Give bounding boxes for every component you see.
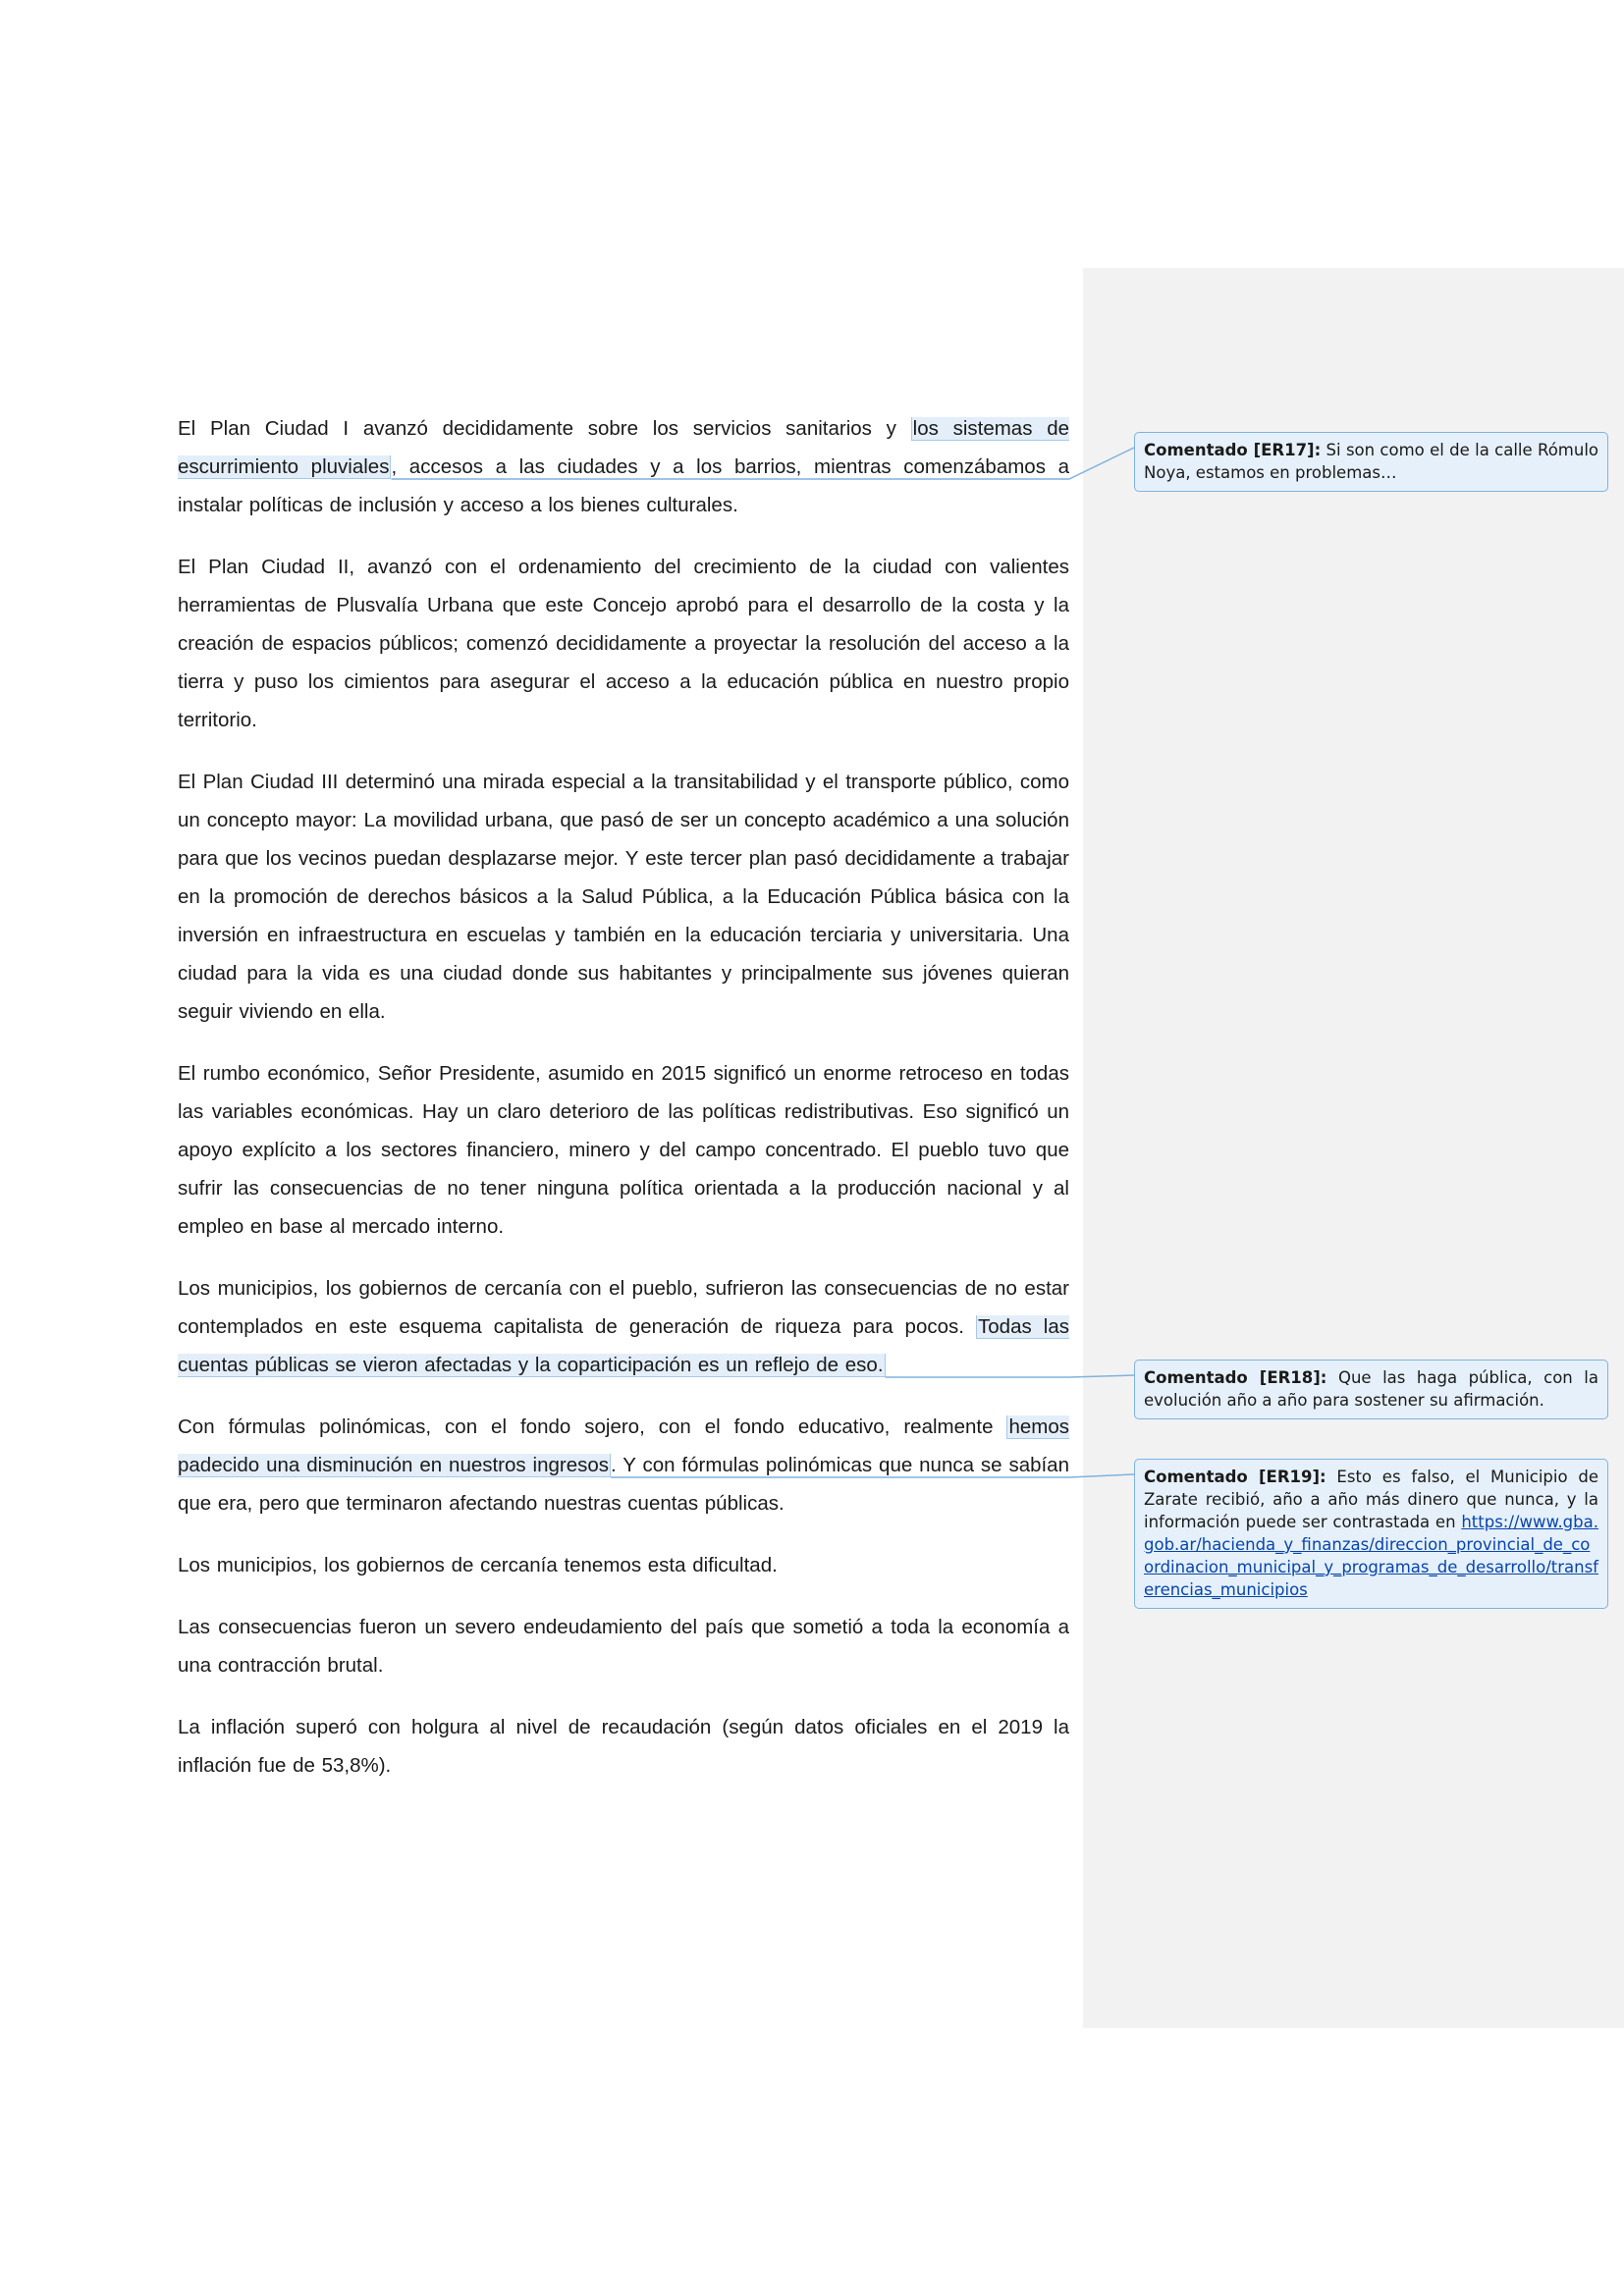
comment-pane	[1083, 268, 1624, 2028]
comment-anchor-er18[interactable]: Todas las cuentas públicas se vieron afectadas y la coparticipación es un reflejo de eso.	[178, 1315, 1069, 1376]
paragraph-9: La inflación superó con holgura al nivel de recaudación (según datos oficiales en el 2019 la inflación fue de 53,8%).	[178, 1716, 1069, 1777]
paragraph-2: El Plan Ciudad II, avanzó con el ordenamiento del crecimiento de la ciudad con valientes herramientas de Plusvalía Urbana que este Concejo aprobó para el desarrollo de la costa y la creación de espacios públicos; comenzó decididamente a proyectar la resolución del acceso a la tierra y puso los cimientos para asegurar el acceso a la educación pública en nuestro propio territorio.	[178, 556, 1069, 731]
paragraph-7: Los municipios, los gobiernos de cercanía tenemos esta dificultad.	[178, 1554, 778, 1576]
comment-tag: Comentado [ER18]:	[1144, 1368, 1327, 1387]
paragraph-5-text-before: Los municipios, los gobiernos de cercanía con el pueblo, sufrieron las consecuencias de no estar contemplados en este esquema capitalista de generación de riqueza para pocos.	[178, 1277, 1069, 1338]
comment-anchor-er19[interactable]: hemos padecido una disminución en nuestros ingresos	[178, 1415, 1069, 1476]
paragraph-1	[178, 409, 1069, 524]
comment-anchor-er17[interactable]: los sistemas de escurrimiento pluviales	[178, 417, 1069, 478]
paragraph-1-text-before: El Plan Ciudad I avanzó decididamente sobre los servicios sanitarios y	[178, 417, 911, 440]
comment-balloon-er19[interactable]	[1134, 1459, 1608, 1609]
comment-link[interactable]: https://www.gba.gob.ar/hacienda_y_finanzas/direccion_provincial_de_coordinacion_municipal_y_programas_de_desarrollo/transferencias_municipios	[1144, 1513, 1598, 1599]
comment-tag: Comentado [ER19]:	[1144, 1468, 1326, 1486]
comment-balloon-er17[interactable]	[1134, 432, 1608, 492]
comment-text: Si son como el de la calle Rómulo Noya, estamos en problemas…	[1144, 441, 1599, 482]
document-body	[178, 409, 1069, 1808]
comment-balloon-er18[interactable]	[1134, 1360, 1608, 1419]
comment-tag: Comentado [ER17]:	[1144, 441, 1322, 459]
comment-text: Esto es falso, el Municipio de Zarate recibió, año a año más dinero que nunca, y la información puede ser contrastada en	[1144, 1468, 1598, 1531]
paragraph-4: El rumbo económico, Señor Presidente, asumido en 2015 significó un enorme retroceso en todas las variables económicas. Hay un claro deterioro de las políticas redistributivas. Eso significó un apoyo explícito a los sectores financiero, minero y del campo concentrado. El pueblo tuvo que sufrir las consecuencias de no tener ninguna política orientada a la producción nacional y al empleo en base al mercado interno.	[178, 1062, 1069, 1238]
paragraph-6-text-before: Con fórmulas polinómicas, con el fondo sojero, con el fondo educativo, realmente	[178, 1415, 1007, 1438]
paragraph-1-text-after: , accesos a las ciudades y a los barrios, mientras comenzábamos a instalar políticas de inclusión y acceso a los bienes culturales.	[178, 455, 1069, 516]
paragraph-3: El Plan Ciudad III determinó una mirada especial a la transitabilidad y el transporte público, como un concepto mayor: La movilidad urbana, que pasó de ser un concepto académico a una solución para que los vecinos puedan desplazarse mejor. Y este tercer plan pasó decididamente a trabajar en la promoción de derechos básicos a la Salud Pública, a la Educación Pública básica con la inversión en infraestructura en escuelas y también en la educación terciaria y universitaria. Una ciudad para la vida es una ciudad donde sus habitantes y principalmente sus jóvenes quieran seguir viviendo en ella.	[178, 771, 1069, 1023]
paragraph-6	[178, 1408, 1069, 1522]
paragraph-6-text-after: . Y con fórmulas polinómicas que nunca se sabían que era, pero que terminaron afectando nuestras cuentas públicas.	[178, 1454, 1069, 1515]
paragraph-8: Las consecuencias fueron un severo endeudamiento del país que sometió a toda la economía a una contracción brutal.	[178, 1616, 1069, 1677]
paragraph-5	[178, 1269, 1069, 1384]
comment-text: Que las haga pública, con la evolución año a año para sostener su afirmación.	[1144, 1368, 1599, 1410]
